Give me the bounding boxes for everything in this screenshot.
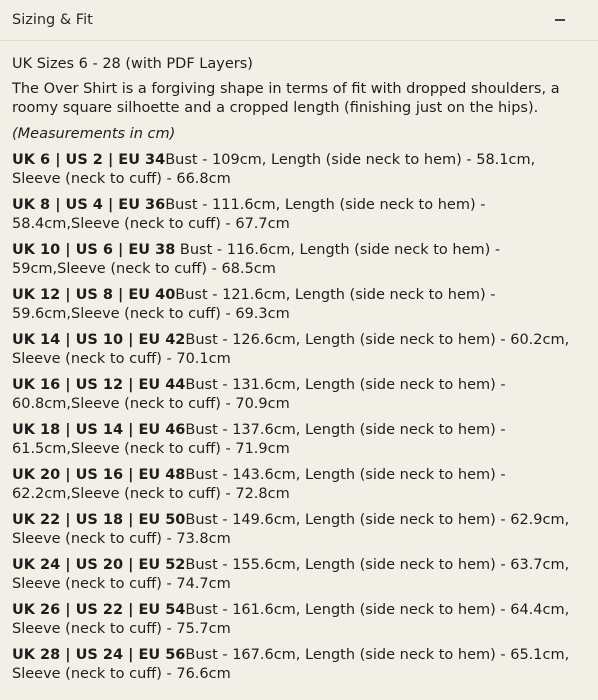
size-details: Bust - 109cm, Length (side neck to hem) - 58.1cm, Sleeve (neck to cuff) - 66.8cm xyxy=(12,152,536,187)
minus-icon[interactable] xyxy=(555,19,565,21)
size-details: Bust - 143.6cm, Length (side neck to hem) - 62.2cm,Sleeve (neck to cuff) - 72.8cm xyxy=(12,467,506,502)
size-entry-uk-6 xyxy=(12,151,582,189)
size-label: UK 22 | US 18 | EU 50 xyxy=(12,512,186,528)
measurements-note: (Measurements in cm) xyxy=(12,126,176,142)
size-details: Bust - 126.6cm, Length (side neck to hem) - 60.2cm, Sleeve (neck to cuff) - 70.1cm xyxy=(12,332,570,367)
size-details: Bust - 131.6cm, Length (side neck to hem) - 60.8cm,Sleeve (neck to cuff) - 70.9cm xyxy=(12,377,506,412)
size-entry-uk-18 xyxy=(12,421,582,459)
size-label: UK 8 | US 4 | EU 36 xyxy=(12,197,166,213)
size-label: UK 18 | US 14 | EU 46 xyxy=(12,422,186,438)
size-list xyxy=(12,151,586,684)
size-label: UK 10 | US 6 | EU 38 xyxy=(12,242,176,258)
size-label: UK 14 | US 10 | EU 42 xyxy=(12,332,186,348)
size-entry-uk-12 xyxy=(12,286,582,324)
size-label: UK 24 | US 20 | EU 52 xyxy=(12,557,186,573)
collapse-button[interactable] xyxy=(548,8,572,32)
size-entry-uk-16 xyxy=(12,376,582,414)
size-entry-uk-22 xyxy=(12,511,582,549)
size-entry-uk-28 xyxy=(12,646,582,684)
accordion-title: Sizing & Fit xyxy=(12,12,93,28)
size-label: UK 28 | US 24 | EU 56 xyxy=(12,647,186,663)
size-entry-uk-10 xyxy=(12,241,582,279)
size-details: Bust - 137.6cm, Length (side neck to hem) - 61.5cm,Sleeve (neck to cuff) - 71.9cm xyxy=(12,422,506,457)
size-entry-uk-20 xyxy=(12,466,582,504)
size-label: UK 6 | US 2 | EU 34 xyxy=(12,152,166,168)
size-details: Bust - 111.6cm, Length (side neck to hem) - 58.4cm,Sleeve (neck to cuff) - 67.7cm xyxy=(12,197,486,232)
size-entry-uk-14 xyxy=(12,331,582,369)
accordion-content xyxy=(12,41,586,684)
sizes-heading: UK Sizes 6 - 28 (with PDF Layers) xyxy=(12,56,253,72)
size-entry-uk-8 xyxy=(12,196,582,234)
size-entry-uk-24 xyxy=(12,556,582,594)
size-details: Bust - 116.6cm, Length (side neck to hem) - 59cm,Sleeve (neck to cuff) - 68.5cm xyxy=(12,242,501,277)
fit-description: The Over Shirt is a forgiving shape in terms of fit with dropped shoulders, a roomy square silhoette and a cropped length (finishing just on the hips). xyxy=(12,81,560,116)
size-details: Bust - 155.6cm, Length (side neck to hem) - 63.7cm, Sleeve (neck to cuff) - 74.7cm xyxy=(12,557,570,592)
size-details: Bust - 167.6cm, Length (side neck to hem) - 65.1cm, Sleeve (neck to cuff) - 76.6cm xyxy=(12,647,570,682)
accordion-header[interactable] xyxy=(0,0,598,41)
size-label: UK 12 | US 8 | EU 40 xyxy=(12,287,176,303)
size-label: UK 20 | US 16 | EU 48 xyxy=(12,467,186,483)
size-details: Bust - 149.6cm, Length (side neck to hem) - 62.9cm, Sleeve (neck to cuff) - 73.8cm xyxy=(12,512,570,547)
size-details: Bust - 161.6cm, Length (side neck to hem) - 64.4cm, Sleeve (neck to cuff) - 75.7cm xyxy=(12,602,570,637)
size-label: UK 16 | US 12 | EU 44 xyxy=(12,377,186,393)
size-details: Bust - 121.6cm, Length (side neck to hem) - 59.6cm,Sleeve (neck to cuff) - 69.3cm xyxy=(12,287,496,322)
size-entry-uk-26 xyxy=(12,601,582,639)
size-label: UK 26 | US 22 | EU 54 xyxy=(12,602,186,618)
